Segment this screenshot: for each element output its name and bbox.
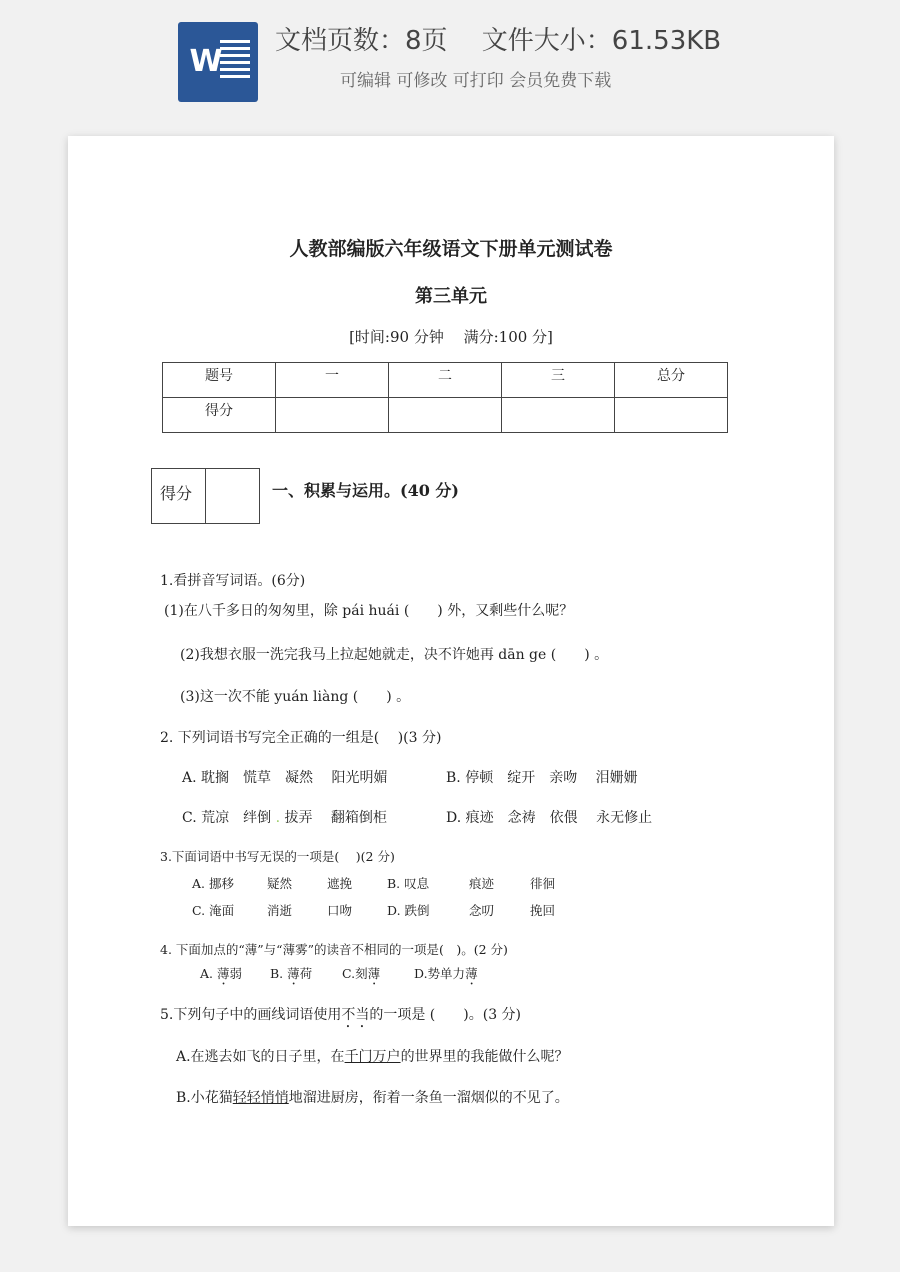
option-d: D. 痕迹 念祷 依偎 永无修止 — [446, 810, 653, 826]
dotted-character: 薄 — [465, 966, 478, 981]
option-b: B. 停顿 绽开 亲吻 泪姗姗 — [446, 770, 638, 786]
option-text: B. — [270, 966, 288, 981]
option-text: 弱 — [229, 966, 243, 981]
option-text: 拔弄 翻箱倒柜 — [284, 810, 387, 826]
option-b — [270, 964, 312, 988]
option-text: C. 淹面 — [192, 903, 235, 918]
dotted-character: 薄 — [367, 966, 381, 981]
option-text: B. 叹息 — [387, 876, 430, 891]
option-text: B.小花猫 — [176, 1090, 233, 1106]
option-c — [342, 964, 380, 988]
divider — [205, 469, 206, 523]
word-document-icon: W — [178, 22, 258, 102]
option-text: D.势单力 — [414, 966, 466, 981]
table-row — [163, 398, 728, 433]
document-page — [68, 136, 834, 1226]
doc-info-title: 文档页数：8页 文件大小：61.53KB — [275, 26, 722, 56]
question-1-stem: 1.看拼音写词语。(6分) — [160, 573, 306, 589]
option-text: 挽回 — [530, 903, 556, 918]
table-cell — [276, 398, 389, 433]
option-text: 徘徊 — [530, 876, 556, 891]
question-1-item: (2)我想衣服一洗完我马上拉起她就走，决不许她再 dān ge ( ) 。 — [180, 647, 609, 663]
question-2-stem: 2. 下列词语书写完全正确的一组是( )(3 分) — [160, 730, 442, 746]
table-row — [163, 363, 728, 398]
table-cell: 一 — [276, 363, 389, 398]
table-cell — [615, 398, 728, 433]
section-score-box — [151, 468, 260, 524]
question-4-stem: 4. 下面加点的“薄”与“薄雾”的读音不相同的一项是( )。(2 分) — [160, 942, 508, 957]
underlined-phrase: 轻轻悄悄 — [232, 1090, 289, 1106]
option-a — [176, 1046, 569, 1066]
score-box-label: 得分 — [160, 484, 193, 503]
option-text: D. 跌倒 — [387, 903, 430, 918]
exam-title: 人教部编版六年级语文下册单元测试卷 — [289, 238, 613, 260]
option-text: 痕迹 — [469, 876, 495, 891]
table-cell: 得分 — [163, 398, 276, 433]
option-d — [414, 964, 478, 988]
question-1-item: (3)这一次不能 yuán liàng ( ) 。 — [180, 689, 411, 705]
option-text: A. — [200, 966, 217, 981]
question-3-stem: 3.下面词语中书写无误的一项是( )(2 分) — [160, 849, 395, 864]
option-text: A. 挪移 — [192, 876, 234, 891]
option-a — [200, 964, 242, 988]
underlined-phrase: 千门万户 — [344, 1049, 401, 1065]
table-cell: 总分 — [615, 363, 728, 398]
option-text: 念叨 — [469, 903, 495, 918]
option-text: 疑然 — [267, 876, 293, 891]
option-c — [182, 807, 387, 827]
question-1-item: (1)在八千多日的匆匆里，除 pái huái ( ) 外，又剩些什么呢？ — [164, 603, 574, 619]
question-text: 的一项是 ( )。(3 分) — [369, 1007, 522, 1023]
dotted-character: 薄 — [287, 966, 300, 981]
option-a: A. 耽搁 慌草 凝然 阳光明媚 — [182, 770, 388, 786]
dotted-text: 不当 — [341, 1007, 370, 1023]
stray-mark: . — [275, 810, 281, 826]
option-text: 遮挽 — [327, 876, 353, 891]
table-cell — [389, 398, 502, 433]
table-cell: 二 — [389, 363, 502, 398]
table-cell: 三 — [502, 363, 615, 398]
table-cell — [502, 398, 615, 433]
download-header — [0, 0, 900, 120]
table-cell: 题号 — [163, 363, 276, 398]
option-text: 地溜进厨房，衔着一条鱼一溜烟似的不见了。 — [288, 1090, 569, 1106]
time-score-line: [时间:90 分钟 满分:100 分] — [349, 328, 553, 346]
unit-title: 第三单元 — [415, 286, 487, 307]
question-5-stem — [160, 1004, 521, 1031]
option-text: 荷 — [299, 966, 313, 981]
question-text: 5.下列句子中的画线词语使用 — [160, 1007, 342, 1023]
option-text: A.在逃去如飞的日子里，在 — [176, 1049, 345, 1065]
score-table — [162, 362, 728, 433]
option-b — [176, 1087, 569, 1107]
option-text: 口吻 — [327, 903, 353, 918]
option-text: 消逝 — [267, 903, 293, 918]
dotted-character: 薄 — [216, 966, 230, 981]
doc-info-subtitle: 可编辑 可修改 可打印 会员免费下载 — [340, 71, 612, 91]
option-text: 的世界里的我能做什么呢？ — [400, 1049, 569, 1065]
section-title: 一、积累与运用。(40 分) — [272, 481, 459, 500]
option-text: C.刻 — [342, 966, 368, 981]
option-text: C. 荒凉 绊倒 — [182, 810, 272, 826]
